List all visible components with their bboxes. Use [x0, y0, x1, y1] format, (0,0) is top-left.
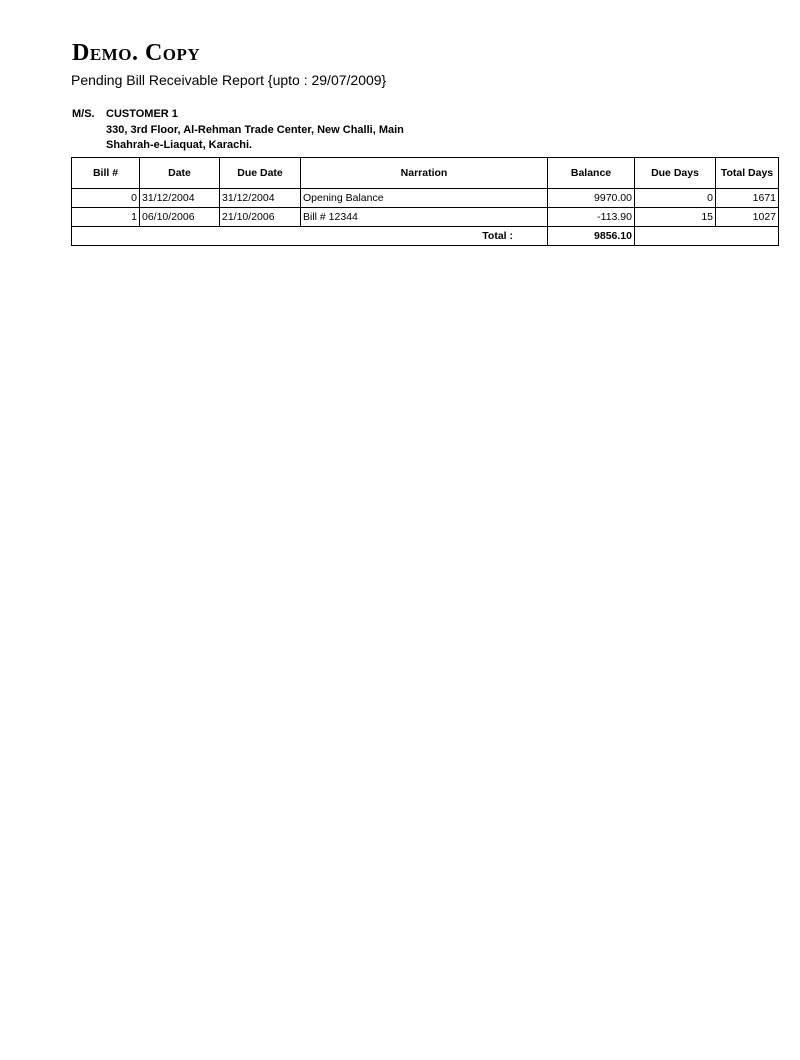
total-label: Total :: [72, 227, 548, 246]
cell-due-days: 15: [635, 208, 716, 227]
cell-due-date: 31/12/2004: [220, 189, 301, 208]
cell-total-days: 1671: [716, 189, 779, 208]
party-prefix: M/S.: [72, 108, 95, 120]
report-title: Pending Bill Receivable Report {upto : 29/07/2009}: [71, 72, 387, 88]
party-name: CUSTOMER 1: [106, 108, 178, 120]
cell-bill-no: 1: [72, 208, 140, 227]
header-narration: Narration: [301, 158, 548, 189]
cell-balance: -113.90: [548, 208, 635, 227]
company-name: Demo. Copy: [72, 40, 201, 66]
table-row: [72, 208, 779, 227]
cell-due-date: 21/10/2006: [220, 208, 301, 227]
cell-balance: 9970.00: [548, 189, 635, 208]
table-header-row: [72, 158, 779, 189]
header-due-date: Due Date: [220, 158, 301, 189]
header-date: Date: [140, 158, 220, 189]
party-details: [106, 107, 404, 154]
party-address-line1: 330, 3rd Floor, Al-Rehman Trade Center, New Challi, Main: [106, 123, 404, 136]
header-balance: Balance: [548, 158, 635, 189]
cell-total-days: 1027: [716, 208, 779, 227]
cell-bill-no: 0: [72, 189, 140, 208]
table-row: [72, 189, 779, 208]
header-bill-no: Bill #: [72, 158, 140, 189]
total-row: [72, 227, 779, 246]
header-total-days: Total Days: [716, 158, 779, 189]
total-empty-cell: [635, 227, 779, 246]
pending-bills-table: [71, 157, 779, 246]
cell-due-days: 0: [635, 189, 716, 208]
total-value: 9856.10: [548, 227, 635, 246]
cell-date: 06/10/2006: [140, 208, 220, 227]
cell-narration: Bill # 12344: [301, 208, 548, 227]
party-address-line2: Shahrah-e-Liaquat, Karachi.: [106, 139, 253, 151]
cell-date: 31/12/2004: [140, 189, 220, 208]
header-due-days: Due Days: [635, 158, 716, 189]
cell-narration: Opening Balance: [301, 189, 548, 208]
